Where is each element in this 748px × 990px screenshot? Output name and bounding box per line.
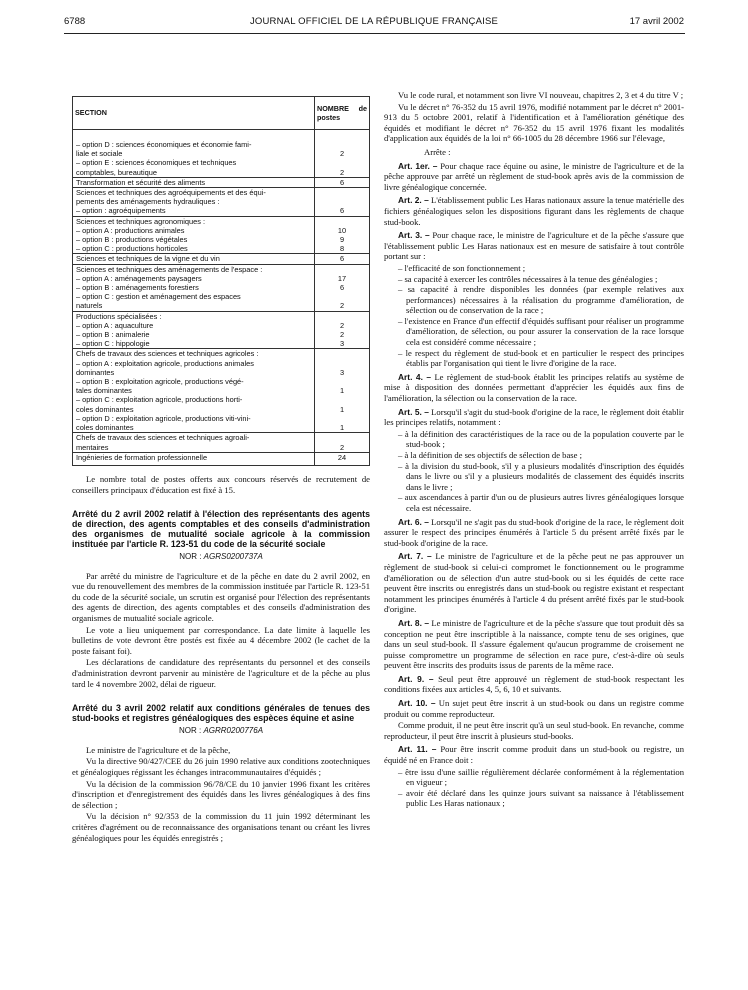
table-cell-number <box>315 130 370 150</box>
article-text: Le règlement de stud-book établit les principes relatifs au système de mise à disposition des données permettant d'apprécier les équidés aux fins de l'amélioration, la sélection ou la conservation de la race. <box>384 371 684 404</box>
table-row <box>73 226 370 235</box>
table-cell-section: – option C : exploitation agricole, productions horti- <box>73 395 315 404</box>
nor-code: AGRS0200737A <box>203 552 263 562</box>
table-row <box>73 206 370 216</box>
table-cell-number: 8 <box>315 244 370 254</box>
table-cell-number <box>315 216 370 226</box>
table-cell-number: 6 <box>315 177 370 187</box>
list-item: – l'existence en France d'un effectif d'équidés suffisant pour réaliser un programme d'amélioration, de sélection, ou pour assurer la conservation de la race lorsque cela est considéré comme nécessaire ; <box>398 315 684 348</box>
article-text: Pour être inscrit comme produit dans un stud-book ou registre, un équidé né en France doit : <box>384 744 684 766</box>
table-cell-number: 6 <box>315 206 370 216</box>
article-label: Art. 6. – <box>398 516 429 527</box>
table-cell-section: pements des aménagements hydrauliques : <box>73 197 315 206</box>
table-row <box>73 405 370 414</box>
article-label: Art. 1er. – <box>398 160 438 171</box>
table-cell-number: 6 <box>315 254 370 264</box>
page-header <box>64 16 684 32</box>
table-row <box>73 359 370 368</box>
table-cell-number: 3 <box>315 368 370 377</box>
article-text: Le ministre de l'agriculture et de la pêche s'assure que tout produit dès sa conception ne peut être inscriptible à la naissance, compte tenu de ses origines, que dans un seul stud-book. Il s'assure également qu'aucun programme de croisement ne puisse compromettre un programme de sélection en race pure, c'est-à-dire où seuls peuvent être inscrits des produits issus de parents de la même race. <box>384 617 684 671</box>
table-row <box>73 311 370 321</box>
article-11-list <box>384 767 684 809</box>
table-cell-number: 2 <box>315 168 370 178</box>
table-cell-section: – option B : aménagements forestiers <box>73 283 315 292</box>
table-cell-section: Chefs de travaux des sciences et techniques agroali- <box>73 433 315 443</box>
arrete-1-title: Arrêté du 2 avril 2002 relatif à l'élection des représentants des agents de direction, des agents comptables et des conseils d'administration des organismes de mutualité sociale agricole à la commission instituée par l'article R. 123-51 du code de la sécurité sociale <box>72 509 370 550</box>
arrete-2-paragraph: Vu la décision de la commission 96/78/CE du 10 janvier 1996 fixant les critères d'inscription et d'enregistrement des équidés dans les livres généalogiques à des fins de sélection ; <box>72 778 370 810</box>
table-cell-number <box>315 197 370 206</box>
table-cell-section: tales dominantes <box>73 386 315 395</box>
article-5-list <box>384 429 684 514</box>
arrete-2-nor <box>72 726 370 737</box>
visa-paragraph: Vu le code rural, et notamment son livre VI nouveau, chapitres 2, 3 et 4 du titre V ; <box>398 90 684 100</box>
table-cell-number: 10 <box>315 226 370 235</box>
table-row <box>73 264 370 274</box>
article-label: Art. 8. – <box>398 617 430 628</box>
table-cell-section: comptables, bureautique <box>73 168 315 178</box>
table-row <box>73 321 370 330</box>
table-row <box>73 235 370 244</box>
article-label: Art. 11. – <box>398 744 437 755</box>
article-text: Un sujet peut être inscrit à un stud-book ou dans un registre comme produit ou comme reproducteur. <box>384 698 684 719</box>
table-row <box>73 443 370 453</box>
table-cell-section: dominantes <box>73 368 315 377</box>
table-row <box>73 188 370 198</box>
table-cell-section: – option B : exploitation agricole, productions végé- <box>73 377 315 386</box>
table-row <box>73 130 370 150</box>
table-cell-section: – option B : animalerie <box>73 330 315 339</box>
table-cell-number <box>315 414 370 423</box>
table-cell-section: – option B : productions végétales <box>73 235 315 244</box>
table-cell-number <box>315 359 370 368</box>
table-cell-section: Sciences et techniques des aménagements de l'espace : <box>73 264 315 274</box>
article-4 <box>384 372 684 404</box>
table-cell-section: – option C : productions horticoles <box>73 244 315 254</box>
list-item: – le respect du règlement de stud-book et en particulier le respect des principes établis par l'organisation qui tient le livre d'origine de la race. <box>398 347 684 369</box>
right-column <box>384 90 684 809</box>
table-cell-number: 9 <box>315 235 370 244</box>
table-cell-number: 6 <box>315 283 370 292</box>
arrete-2-paragraph: Le ministre de l'agriculture et de la pêche, <box>86 744 231 755</box>
article-text: Le ministre de l'agriculture et de la pêche peut ne pas approuver un règlement de stud-book si celui-ci compromet le fonctionnement ou le programme d'amélioration ou de sélection d'un autre stud-book ou si les équidés de cette race peuvent être inscrits ou enregistrés dans un stud-book ou registre existant et respectant notamment les principes énumérés à l'article 4 du présent arrêté fixés par le stud-book d'origine. <box>384 551 684 615</box>
table-row <box>73 301 370 311</box>
header-rule <box>64 33 685 34</box>
article-text: Lorsqu'il s'agit du stud-book d'origine de la race, le règlement doit établir les principes relatifs, notamment : <box>384 406 684 428</box>
table-cell-number <box>315 395 370 404</box>
nor-code: AGRR0200776A <box>203 726 264 736</box>
table-cell-number: 1 <box>315 423 370 433</box>
table-row <box>73 254 370 264</box>
table-row <box>73 395 370 404</box>
arrete-2-paragraph: Vu la directive 90/427/CEE du 26 juin 1990 relative aux conditions zootechniques et généalogiques régissant les échanges intracommunautaires d'équidés ; <box>72 756 370 777</box>
table-row <box>73 149 370 158</box>
article-9 <box>384 674 684 695</box>
table-cell-number <box>315 377 370 386</box>
nor-label: NOR : <box>179 552 202 562</box>
table-cell-section: – option : agroéquipements <box>73 206 315 216</box>
article-text: L'établissement public Les Haras nationaux assure la tenue matérielle des fichiers généalogiques selon les dispositions figurant dans les règlements de chaque stud-book. <box>384 195 684 227</box>
article-6 <box>384 517 684 549</box>
article-10-continued: Comme produit, il ne peut être inscrit qu'à un seul stud-book. En revanche, comme reproducteur, il peut être inscrit à plusieurs stud-books. <box>384 720 684 741</box>
table-cell-number <box>315 433 370 443</box>
table-cell-number <box>315 188 370 198</box>
article-label: Art. 2. – <box>398 195 429 206</box>
total-posts-note: Le nombre total de postes offerts aux concours réservés de recrutement de conseillers principaux d'éducation est fixé à 15. <box>72 473 370 495</box>
table-cell-section: mentaires <box>73 443 315 453</box>
table-row <box>73 292 370 301</box>
posts-table <box>72 96 370 466</box>
article-7 <box>384 551 684 615</box>
table-cell-section: Chefs de travaux des sciences et techniques agricoles : <box>73 349 315 359</box>
table-cell-number: 3 <box>315 339 370 349</box>
table-row <box>73 339 370 349</box>
table-cell-section: – option A : aquaculture <box>73 321 315 330</box>
article-label: Art. 9. – <box>398 673 434 684</box>
arrete-1-paragraph: Les déclarations de candidature des représentants du personnel et des conseils d'administration devront parvenir au ministère de l'agriculture et de la pêche au plus tard le 4 novembre 2002, délai de rigueur. <box>72 657 370 689</box>
list-item: – sa capacité à exercer les contrôles nécessaires à la tenue des généalogies ; <box>398 273 658 284</box>
table-row <box>73 244 370 254</box>
table-header-section: SECTION <box>73 97 315 130</box>
table-row <box>73 377 370 386</box>
article-2 <box>384 195 684 227</box>
article-8 <box>384 618 684 671</box>
list-item: – à la définition de ses objectifs de sélection de base ; <box>398 450 582 460</box>
table-cell-section: – option A : exploitation agricole, productions animales <box>73 359 315 368</box>
table-row <box>73 283 370 292</box>
article-3-list <box>384 263 684 369</box>
arrete-2-paragraph: Vu la décision n° 92/353 de la commission du 11 juin 1992 déterminant les critères d'agrément ou de reconnaissance des organisations tenant ou créant les livres généalogiques pour les équidés enregistrés ; <box>72 811 370 843</box>
article-text: Pour chaque race, le ministre de l'agriculture et de la pêche s'assure que l'établissement public Les Haras nationaux est en mesure de satisfaire à tout contrôle portant sur : <box>384 230 684 262</box>
article-3 <box>384 230 684 262</box>
article-label: Art. 7. – <box>398 551 432 562</box>
table-cell-section: – option C : gestion et aménagement des espaces <box>73 292 315 301</box>
table-body <box>73 130 370 466</box>
table-cell-section: Sciences et techniques de la vigne et du vin <box>73 254 315 264</box>
list-item: – aux ascendances à partir d'un ou de plusieurs autres livres généalogiques lorsque cela est nécessaire. <box>398 492 684 513</box>
arrete-2-title: Arrêté du 3 avril 2002 relatif aux conditions générales de tenues des stud-books et registres généalogiques des espèces équine et asine <box>72 703 370 724</box>
table-cell-number <box>315 264 370 274</box>
table-cell-section: – option E : sciences économiques et techniques <box>73 158 315 167</box>
list-item: – sa capacité à rendre disponibles les données (par exemple relatives aux performances) nécessaires à la réalisation du programme d'amélioration, de sélection ou de conservation de la race ; <box>398 284 684 316</box>
visa-paragraph: Vu le décret n° 76-352 du 15 avril 1976, modifié notamment par le décret n° 2001-913 du 5 octobre 2001, relatif à l'identification et à l'amélioration génétique des équidés et modifiant le décret n° 76-352 du 15 avril 1976 fixant les modalités d'application aux équidés de la loi n° 66-1005 du 28 décembre 1966 sur l'élevage, <box>384 101 684 144</box>
table-row <box>73 433 370 443</box>
table-row <box>73 368 370 377</box>
table-cell-section: – option C : hippologie <box>73 339 315 349</box>
table-header-number: NOMBRE de postes <box>315 97 370 130</box>
arrete-1-paragraph: Le vote a lieu uniquement par correspondance. La date limite à laquelle les bulletins de vote devront être postés est fixée au 4 décembre 2002 (le cachet de la poste faisant foi). <box>72 624 370 656</box>
page-number: 6788 <box>64 16 86 27</box>
journal-title: JOURNAL OFFICIEL DE LA RÉPUBLIQUE FRANÇAISE <box>249 16 499 27</box>
article-11 <box>384 744 684 765</box>
article-label: Art. 4. – <box>398 371 432 382</box>
article-label: Art. 10. – <box>398 698 436 709</box>
list-item: – à la division du stud-book, s'il y a plusieurs modalités d'inscription des équidés dans le livre ou s'il y a plusieurs modalités de classement des équidés inscrits dans le livre ; <box>398 460 684 492</box>
table-cell-number: 17 <box>315 274 370 283</box>
arrete-1-nor <box>72 552 370 563</box>
nor-label: NOR : <box>178 726 202 736</box>
table-cell-number: 24 <box>315 452 370 465</box>
article-1 <box>384 161 684 193</box>
table-cell-section: – option D : sciences économiques et économie fami- <box>73 130 315 150</box>
list-item: – à la définition des caractéristiques de la race ou de la population couverte par le stud-book ; <box>398 428 684 450</box>
article-text: Seul peut être approuvé un règlement de stud-book respectant les conditions fixées aux articles 4, 5, 6, 10 et suivants. <box>384 673 684 695</box>
table-row <box>73 168 370 178</box>
table-row <box>73 423 370 433</box>
left-column <box>72 88 370 844</box>
table-row <box>73 386 370 395</box>
table-cell-section: Sciences et techniques agronomiques : <box>73 216 315 226</box>
table-cell-number <box>315 349 370 359</box>
article-label: Art. 3. – <box>398 230 430 241</box>
article-10 <box>384 698 684 719</box>
list-item: – avoir été déclaré dans les quinze jours suivant sa naissance à l'établissement public Les Haras nationaux ; <box>398 787 684 809</box>
table-cell-number <box>315 158 370 167</box>
table-row <box>73 197 370 206</box>
table-cell-section: – option A : aménagements paysagers <box>73 274 315 283</box>
table-cell-section: Productions spécialisées : <box>73 311 315 321</box>
table-cell-number: 2 <box>315 301 370 311</box>
table-row <box>73 158 370 167</box>
table-cell-section: Transformation et sécurité des aliments <box>73 177 315 187</box>
article-label: Art. 5. – <box>398 406 429 417</box>
table-row <box>73 349 370 359</box>
table-cell-section: naturels <box>73 301 315 311</box>
table-row <box>73 452 370 465</box>
article-text: Lorsqu'il ne s'agit pas du stud-book d'origine de la race, le règlement doit assurer le respect des principes énumérés à l'article 5 du présent arrêté fixés par le stud-book d'origine de la race. <box>384 516 684 548</box>
arrete-1-paragraph: Par arrêté du ministre de l'agriculture et de la pêche en date du 2 avril 2002, en vue du renouvellement des membres de la commission instituée par l'article R. 123-51 du code de la sécurité sociale, un scrutin est organisé pour l'élection des représentants des agents de direction, des agents comptables et des conseils d'administration des organismes de mutualité sociale agricole. <box>72 570 370 624</box>
table-cell-section: liale et sociale <box>73 149 315 158</box>
table-cell-section: Ingénieries de formation professionnelle <box>73 452 315 465</box>
table-cell-number: 2 <box>315 443 370 453</box>
table-row <box>73 330 370 339</box>
list-item: – l'efficacité de son fonctionnement ; <box>398 262 526 273</box>
article-text: Pour chaque race équine ou asine, le ministre de l'agriculture et de la pêche approuve par arrêté un règlement de stud-book après avis de la commission de livre généalogique concernée. <box>384 160 684 192</box>
table-row <box>73 414 370 423</box>
table-row <box>73 216 370 226</box>
table-cell-section: – option D : exploitation agricole, productions viti-vini- <box>73 414 315 423</box>
table-cell-number <box>315 292 370 301</box>
table-cell-section: – option A : productions animales <box>73 226 315 235</box>
table-cell-number: 2 <box>315 149 370 158</box>
table-cell-section: coles dominantes <box>73 405 315 414</box>
arrete-heading: Arrête : <box>424 146 451 157</box>
publication-date: 17 avril 2002 <box>629 16 684 27</box>
table-cell-section: Sciences et techniques des agroéquipements et des équi- <box>73 188 315 198</box>
table-row <box>73 274 370 283</box>
table-cell-number <box>315 311 370 321</box>
table-cell-number: 2 <box>315 330 370 339</box>
list-item: – être issu d'une saillie régulièrement déclarée conformément à la réglementation en vigueur ; <box>398 766 684 788</box>
table-row <box>73 177 370 187</box>
article-5 <box>384 407 684 428</box>
table-cell-number: 1 <box>315 386 370 395</box>
table-cell-number: 2 <box>315 321 370 330</box>
table-cell-section: coles dominantes <box>73 423 315 433</box>
table-cell-number: 1 <box>315 405 370 414</box>
